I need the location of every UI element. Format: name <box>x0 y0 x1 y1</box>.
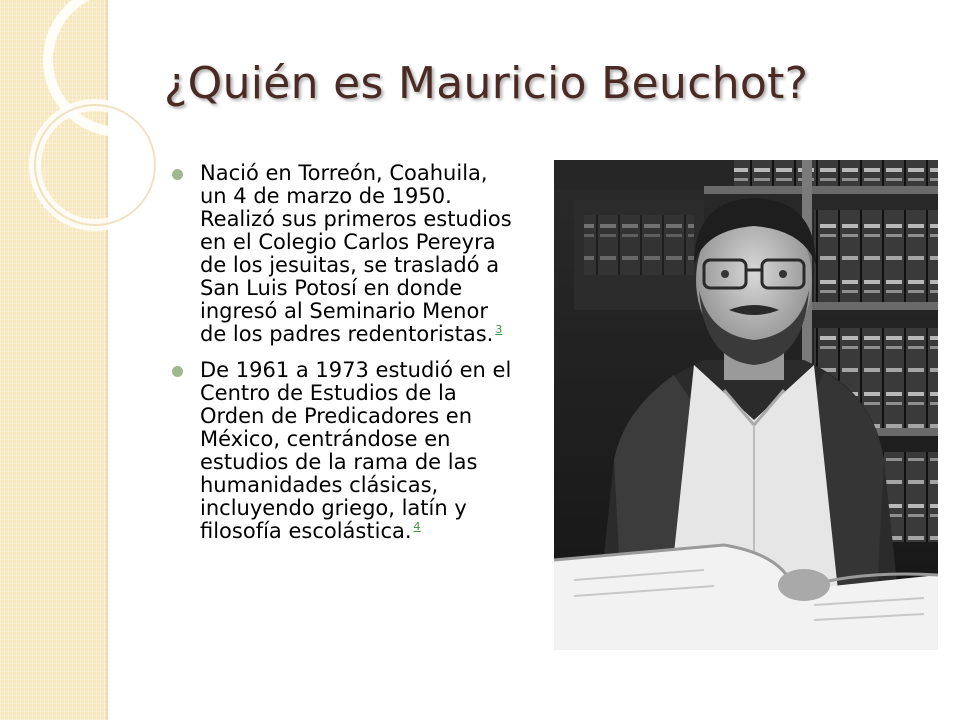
bullet-marker-icon <box>172 169 183 180</box>
portrait-illustration <box>554 160 938 650</box>
bullet-marker-icon <box>172 366 183 377</box>
reference-link[interactable]: 3 <box>495 323 503 336</box>
bullet-list <box>168 162 538 556</box>
bullet-item <box>168 359 538 543</box>
slide-title: ¿Quién es Mauricio Beuchot? <box>164 58 809 109</box>
decorative-circles <box>0 0 170 260</box>
bullet-item <box>168 162 538 346</box>
bullet-text: De 1961 a 1973 estudió en el Centro de Estudios de la Orden de Predicadores en México, centrándose en estudios de la rama de las humanidades clásicas, incluyendo griego, latín y filosofía escolástica. <box>200 358 512 543</box>
reference-link[interactable]: 4 <box>413 520 421 533</box>
bullet-text: Nació en Torreón, Coahuila, un 4 de marzo de 1950. Realizó sus primeros estudios en el Colegio Carlos Pereyra de los jesuitas, se trasladó a San Luis Potosí en donde ingresó al Seminario Menor de los padres redentoristas. <box>200 161 512 346</box>
portrait-photo <box>554 160 938 650</box>
